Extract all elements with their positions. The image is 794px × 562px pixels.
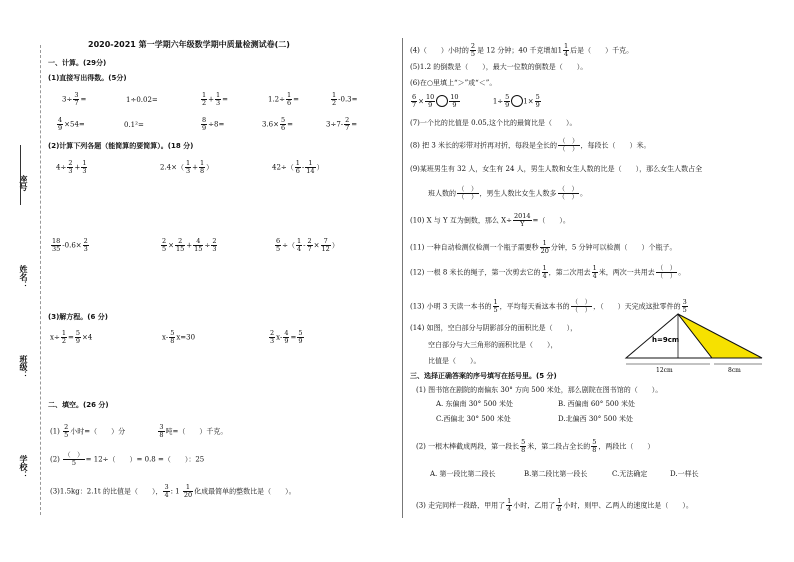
figure-base1-label: 12cm: [656, 367, 673, 374]
fraction: $\frac{1}{4}$: [507, 497, 512, 513]
fraction: $\frac{2}{3}$: [68, 159, 73, 175]
fill-q14a: (14) 如图，空白部分与阴影部分的面积比是（ ），: [410, 324, 578, 332]
choice-q3: (3) 走完同样一段路，甲用了 $\frac{1}{4}$ 小时，乙用了 $\frac{1}{6}$ 小时，则甲、乙两人的速度比是（ ）。: [416, 497, 693, 513]
fraction: $\frac{4}{9}$: [58, 116, 63, 132]
fraction: $\frac{1}{20}$: [540, 239, 549, 255]
fraction: $\frac{1}{4}$: [564, 42, 569, 58]
fraction: $\frac{1}{3}$: [216, 91, 221, 107]
name-label: 姓名：: [19, 265, 28, 289]
fill-q1: (1) $\frac{2}{5}$ 小时=（ ）分 $\frac{3}{8}$ 吨=（ ）千克。: [50, 423, 228, 439]
fraction: $\frac{5}{9}$: [298, 329, 303, 345]
fill-q9a: (9)某班男生有 32 人，女生有 24 人，男生人数和女生人数的比是（ ），那么女生人数占全: [410, 165, 703, 173]
equation-3: $\frac{2}{3}$ x- $\frac{4}{9}$ = $\frac{5}{9}$: [270, 329, 303, 345]
choice-q2-D: D.一样长: [670, 470, 699, 478]
calc-3-2: 2.4×（ $\frac{1}{3}$ + $\frac{1}{8}$ ）: [160, 159, 214, 175]
triangle-figure: [622, 306, 782, 374]
calc-1-2: 1÷0.02=: [126, 96, 158, 104]
fill-q6: (6)在○里填上“＞”或“＜”。: [410, 79, 497, 87]
figure-base2-label: 8cm: [728, 367, 741, 374]
fraction: $\frac{1}{2}$: [61, 329, 66, 345]
fraction: $\frac{2}{15}$: [176, 237, 185, 253]
fraction: $\frac{2}{3}$: [270, 329, 275, 345]
choice-q2-A: A. 第一段比第二段长: [430, 470, 496, 478]
fraction: $\frac{( )}{5}$: [64, 451, 84, 467]
figure-height-label: h=9cm: [652, 336, 680, 344]
fraction: $\frac{2}{3}$: [212, 237, 217, 253]
fraction: $\frac{1}{2}$: [332, 91, 337, 107]
fill-q9b: 班人数的 $\frac{( )}{( )}$ ，男生人数比女生人数多 $\frac{( )}{( )}$ 。: [428, 185, 587, 201]
s1-sub1: (1)直接写出得数。(5分): [48, 74, 127, 82]
calc-1-4: 1.2÷ $\frac{1}{6}$ =: [268, 91, 300, 107]
fill-q13: (13) 小明 3 天读一本书的 $\frac{1}{5}$ ，平均每天看这本书的 $\frac{( )}{( )}$ ，（ ）天完成这批零件的 $\frac{3}{5}$: [410, 298, 687, 314]
fraction: $\frac{( )}{( )}$: [571, 298, 592, 314]
fraction: $\frac{5}{8}$: [170, 329, 175, 345]
fraction: $\frac{( )}{( )}$: [558, 185, 578, 201]
fill-q4: (4)（ ）小时的 $\frac{2}{5}$ 是 12 分钟；40 千克增加1 $\frac{1}{4}$ 后是（ ）千克。: [410, 42, 634, 58]
calc-2-2: 0.1²=: [124, 121, 144, 129]
choice-q2-C: C.无法确定: [612, 470, 648, 478]
fraction: $\frac{2}{3}$: [83, 237, 88, 253]
calc-1-3: $\frac{1}{2}$ + $\frac{1}{3}$ =: [202, 91, 229, 107]
section1-header: 一、计算。(29分): [48, 59, 107, 67]
choice-q2-B: B.第二段比第一段长: [524, 470, 588, 478]
fraction: $\frac{1}{6}$: [557, 497, 562, 513]
s1-sub3: (3)解方程。(6 分): [48, 313, 108, 321]
calc-3-1: 4÷ $\frac{2}{3}$ + $\frac{1}{3}$: [56, 159, 87, 175]
fraction: $\frac{1}{3}$: [82, 159, 87, 175]
fraction: $\frac{5}{8}$: [521, 438, 526, 454]
fraction: $\frac{2}{5}$: [64, 423, 69, 439]
fraction: $\frac{1}{3}$: [186, 159, 191, 175]
fraction: $\frac{5}{8}$: [592, 438, 597, 454]
calc-4-2: $\frac{2}{5}$ × $\frac{2}{15}$ + $\frac{4}{15}$ ÷ $\frac{2}{3}$: [162, 237, 217, 253]
choice-q1-B: B. 西偏南 60° 500 米处: [558, 400, 636, 408]
fraction: $\frac{2}{7}$: [345, 116, 350, 132]
calc-2-4: 3.6× $\frac{5}{6}$ =: [262, 116, 294, 132]
fraction: $\frac{1}{2}$: [202, 91, 207, 107]
seat-label: 座号: [19, 175, 28, 191]
column-divider: [402, 38, 403, 518]
fraction: $\frac{6}{5}$: [276, 237, 281, 253]
choice-q1-D: D.北偏西 30° 500 米处: [558, 415, 634, 423]
fill-q11: (11) 一种自动检测仪检测一个瓶子需要秒 $\frac{1}{20}$ 分钟，5 分钟可以检测（ ）个瓶子。: [410, 239, 677, 255]
fraction: $\frac{( )}{( )}$: [458, 185, 478, 201]
fraction: $\frac{8}{9}$: [202, 116, 207, 132]
fraction: $\frac{2}{5}$: [470, 42, 476, 58]
school-label: 学校：: [19, 455, 28, 479]
fraction: $\frac{1}{14}$: [306, 159, 315, 175]
calc-2-3: $\frac{8}{9}$ ÷8=: [202, 116, 225, 132]
fill-q8: (8) 把 3 米长的彩带对折再对折，每段是全长的 $\frac{( )}{( )}$ ，每段长（ ）米。: [410, 137, 651, 153]
compare-circle: [511, 95, 523, 107]
fraction: $\frac{3}{4}$: [164, 483, 169, 499]
fraction: $\frac{5}{9}$: [505, 93, 510, 109]
calc-4-1: $\frac{18}{35}$ -0.6× $\frac{2}{3}$: [52, 237, 88, 253]
choice-q1: (1) 图书馆在剧院的南偏东 30° 方向 500 米处，那么剧院在图书馆的（ ）。: [416, 386, 663, 394]
fraction: $\frac{1}{4}$: [542, 264, 547, 280]
fraction: $\frac{10}{9}$: [450, 93, 459, 109]
calc-row1: 3÷ $\frac{3}{7}$ =: [62, 91, 87, 107]
s1-sub2: (2)计算下列各题（能简算的要简算）。(18 分): [48, 142, 194, 150]
fraction: $\frac{2}{5}$: [162, 237, 167, 253]
fraction: $\frac{1}{5}$: [493, 298, 498, 314]
fraction: $\frac{1}{6}$: [295, 159, 300, 175]
compare-circle: [436, 95, 448, 107]
fraction: $\frac{3}{8}$: [159, 423, 164, 439]
fill-q2: (2) $\frac{( )}{5}$ = 12÷（ ）= 0.8 =（ ）：25: [50, 451, 205, 467]
fill-q12: (12) 一根 8 米长的绳子，第一次剪去它的 $\frac{1}{4}$ ，第二次用去 $\frac{1}{4}$ 米，两次一共用去 $\frac{( )}{( )}$ 。: [410, 264, 686, 280]
fill-q6-compare: $\frac{6}{7}$ × $\frac{10}{9}$ $\frac{10}{9}$ 1÷ $\frac{5}{9}$ 1× $\frac{5}{9}$: [412, 93, 540, 109]
fraction: $\frac{( )}{( )}$: [559, 137, 579, 153]
section3-header: 三、选择正确答案的序号填写在括号里。(5 分): [410, 372, 557, 380]
choice-q2: (2) 一根木棒截成两段，第一段长 $\frac{5}{8}$ 米，第二段占全长的 $\frac{5}{8}$ ，两段比（ ）: [416, 438, 655, 454]
fraction: $\frac{( )}{( )}$: [656, 264, 677, 280]
section2-header: 二、填空。(26 分): [48, 401, 109, 409]
fraction: $\frac{18}{35}$: [52, 237, 61, 253]
fraction: $\frac{10}{9}$: [426, 93, 435, 109]
calc-3-3: 42÷（ $\frac{1}{6}$ - $\frac{1}{14}$ ）: [272, 159, 324, 175]
fill-q14c: 比值是（ ）。: [428, 357, 481, 365]
choice-q1-C: C.西偏北 30° 500 米处: [436, 415, 511, 423]
fraction: $\frac{5}{9}$: [75, 329, 80, 345]
seat-line: [20, 145, 21, 205]
fraction: $\frac{3}{7}$: [74, 91, 79, 107]
class-label: 班级：: [19, 355, 28, 379]
fraction: $\frac{1}{4}$: [297, 237, 302, 253]
fill-q14b: 空白部分与大三角形的面积比是（ ），: [428, 341, 558, 349]
choice-q1-A: A. 东偏南 30° 500 米处: [436, 400, 513, 408]
fraction: $\frac{4}{9}$: [284, 329, 289, 345]
fill-q10: (10) X 与 Y 互为倒数，那么 X÷ $\frac{2014}{Y}$ =（ ）。: [410, 212, 570, 228]
fraction: $\frac{6}{7}$: [412, 93, 417, 109]
fill-q7: (7)一个比的比值是 0.05,这个比的最简比是（ ）。: [410, 119, 577, 127]
fraction: $\frac{1}{20}$: [183, 483, 193, 499]
fill-q3: (3)1.5kg：2.1t 的比值是（ ）， $\frac{3}{4}$ : 1 $\frac{1}{20}$ 化成最简单的整数比是（ ）。: [50, 483, 296, 499]
fraction: $\frac{5}{9}$: [535, 93, 540, 109]
fraction: $\frac{4}{15}$: [194, 237, 203, 253]
fraction: $\frac{5}{6}$: [281, 116, 286, 132]
fraction: $\frac{1}{8}$: [200, 159, 205, 175]
calc-4-3: $\frac{6}{5}$ ÷（ $\frac{1}{4}$ - $\frac{2}{7}$ × $\frac{7}{12}$ ）: [276, 237, 339, 253]
binding-line: [40, 45, 41, 515]
calc-2-5: 3÷7- $\frac{2}{7}$ =: [326, 116, 358, 132]
equation-2: x- $\frac{5}{8}$ x=30: [162, 329, 196, 345]
calc-2-1: $\frac{4}{9}$ ×54=: [58, 116, 85, 132]
fraction: $\frac{1}{6}$: [287, 91, 292, 107]
fraction: $\frac{3}{5}$: [682, 298, 687, 314]
fraction: $\frac{1}{4}$: [592, 264, 597, 280]
equation-1: x÷ $\frac{1}{2}$ = $\frac{5}{9}$ ×4: [50, 329, 93, 345]
fraction: $\frac{2}{7}$: [307, 237, 312, 253]
fraction: $\frac{2014}{Y}$: [513, 212, 531, 228]
fill-q5: (5)1.2 的倒数是（ ），最大一位数的倒数是（ ）。: [410, 63, 588, 71]
page-title: 2020-2021 第一学期六年级数学期中质量检测试卷(二): [88, 40, 290, 49]
calc-1-5: $\frac{1}{2}$ -0.3=: [332, 91, 358, 107]
fraction: $\frac{7}{12}$: [321, 237, 330, 253]
